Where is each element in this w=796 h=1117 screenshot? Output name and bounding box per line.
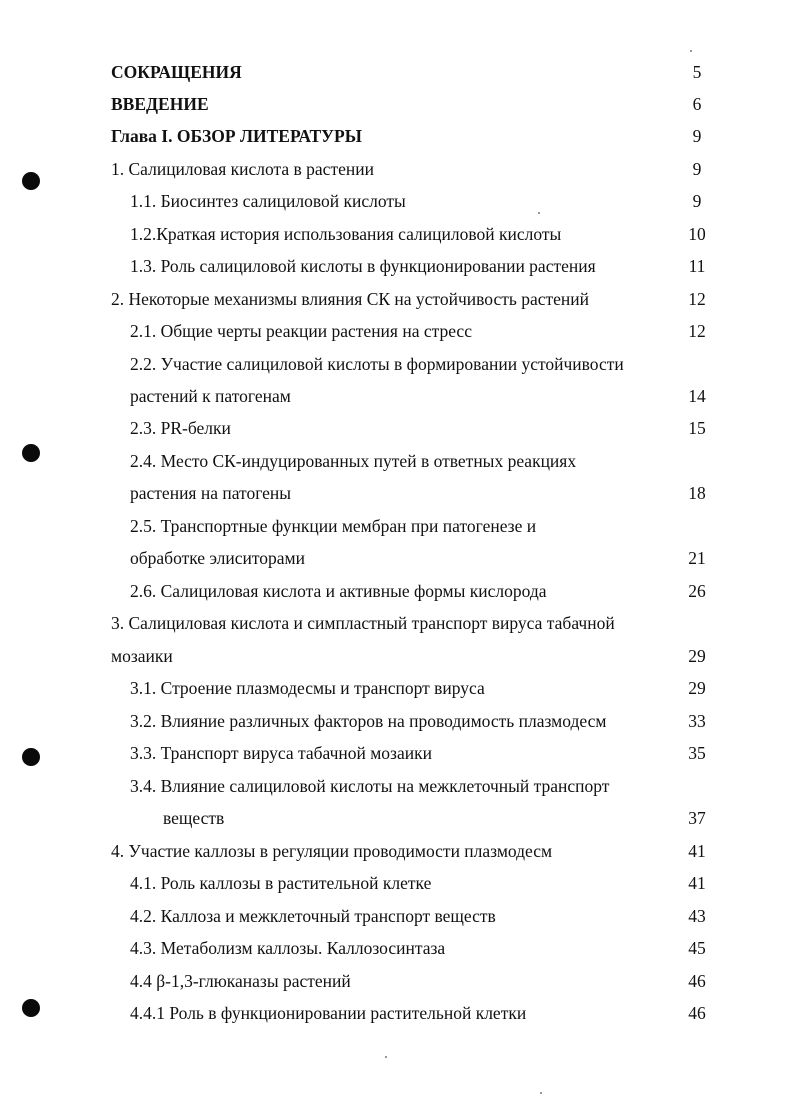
toc-page-number: 37 [688, 808, 706, 828]
toc-entry: 2.3. PR-белки [130, 418, 231, 438]
toc-entry: 1.1. Биосинтез салициловой кислоты [130, 191, 406, 211]
toc-entry: 3.3. Транспорт вируса табачной мозаики [130, 743, 432, 763]
toc-entry-continuation: мозаики [111, 646, 173, 666]
toc-page-number: 43 [688, 906, 706, 926]
toc-entry-introduction: ВВЕДЕНИЕ [111, 94, 209, 114]
scan-speck [538, 212, 540, 214]
toc-page-number: 41 [688, 873, 706, 893]
toc-entry: 4.3. Метаболизм каллозы. Каллозосинтаза [130, 938, 446, 958]
toc-page-number: 10 [688, 224, 706, 244]
toc-entry: 1.2.Краткая история использования салициловой кислоты [130, 224, 562, 244]
scan-speck [690, 50, 692, 52]
toc-entry: 4. Участие каллозы в регуляции проводимости плазмодесм [111, 841, 553, 861]
scan-speck [385, 1056, 387, 1058]
toc-page-number: 5 [692, 62, 702, 82]
toc-entry: 3.4. Влияние салициловой кислоты на межклеточный транспорт [130, 776, 610, 796]
toc-entry: 4.1. Роль каллозы в растительной клетке [130, 873, 432, 893]
toc-entry: 3.1. Строение плазмодесмы и транспорт вируса [130, 678, 485, 698]
toc-entry: 2. Некоторые механизмы влияния СК на устойчивость растений [111, 289, 590, 309]
toc-page-number: 11 [688, 256, 706, 276]
toc-page-number: 15 [688, 418, 706, 438]
toc-entry-continuation: растения на патогены [130, 483, 292, 503]
toc-entry-abbreviations: СОКРАЩЕНИЯ [111, 62, 242, 82]
toc-entry: 4.2. Каллоза и межклеточный транспорт веществ [130, 906, 496, 926]
toc-page-number: 9 [692, 191, 702, 211]
toc-page-number: 12 [688, 321, 706, 341]
toc-entry: 4.4.1 Роль в функционировании растительной клетки [130, 1003, 527, 1023]
toc-page-number: 18 [688, 483, 706, 503]
toc-entry: 1. Салициловая кислота в растении [111, 159, 374, 179]
toc-page-number: 35 [688, 743, 706, 763]
punch-hole-3 [22, 748, 40, 766]
toc-page-number: 26 [688, 581, 706, 601]
toc-entry: 3. Салициловая кислота и симпластный транспорт вируса табачной [111, 613, 615, 633]
toc-page-number: 29 [688, 678, 706, 698]
toc-page-number: 46 [688, 971, 706, 991]
toc-page-number: 9 [692, 126, 702, 146]
toc-entry: 2.2. Участие салициловой кислоты в формировании устойчивости [130, 354, 624, 374]
toc-page-number: 12 [688, 289, 706, 309]
toc-entry-continuation: веществ [163, 808, 225, 828]
toc-page-number: 45 [688, 938, 706, 958]
toc-entry: 2.6. Салициловая кислота и активные формы кислорода [130, 581, 547, 601]
toc-entry: 3.2. Влияние различных факторов на проводимость плазмодесм [130, 711, 607, 731]
toc-page-number: 21 [688, 548, 706, 568]
scan-speck [540, 1092, 542, 1094]
toc-entry: 1.3. Роль салициловой кислоты в функционировании растения [130, 256, 596, 276]
toc-entry-continuation: обработке элиситорами [130, 548, 305, 568]
toc-entry-continuation: растений к патогенам [130, 386, 291, 406]
toc-page-number: 14 [688, 386, 706, 406]
toc-page-number: 29 [688, 646, 706, 666]
toc-entry: 2.4. Место СК-индуцированных путей в ответных реакциях [130, 451, 577, 471]
toc-page-number: 9 [692, 159, 702, 179]
toc-page-number: 33 [688, 711, 706, 731]
toc-entry: 4.4 β-1,3-глюканазы растений [130, 971, 351, 991]
toc-entry: 2.1. Общие черты реакции растения на стресс [130, 321, 472, 341]
punch-hole-4 [22, 999, 40, 1017]
punch-hole-2 [22, 444, 40, 462]
toc-page-number: 41 [688, 841, 706, 861]
toc-page-number: 46 [688, 1003, 706, 1023]
toc-entry-chapter-1: Глава I. ОБЗОР ЛИТЕРАТУРЫ [111, 126, 362, 146]
toc-entry: 2.5. Транспортные функции мембран при патогенезе и [130, 516, 537, 536]
toc-page-number: 6 [692, 94, 702, 114]
punch-hole-1 [22, 172, 40, 190]
